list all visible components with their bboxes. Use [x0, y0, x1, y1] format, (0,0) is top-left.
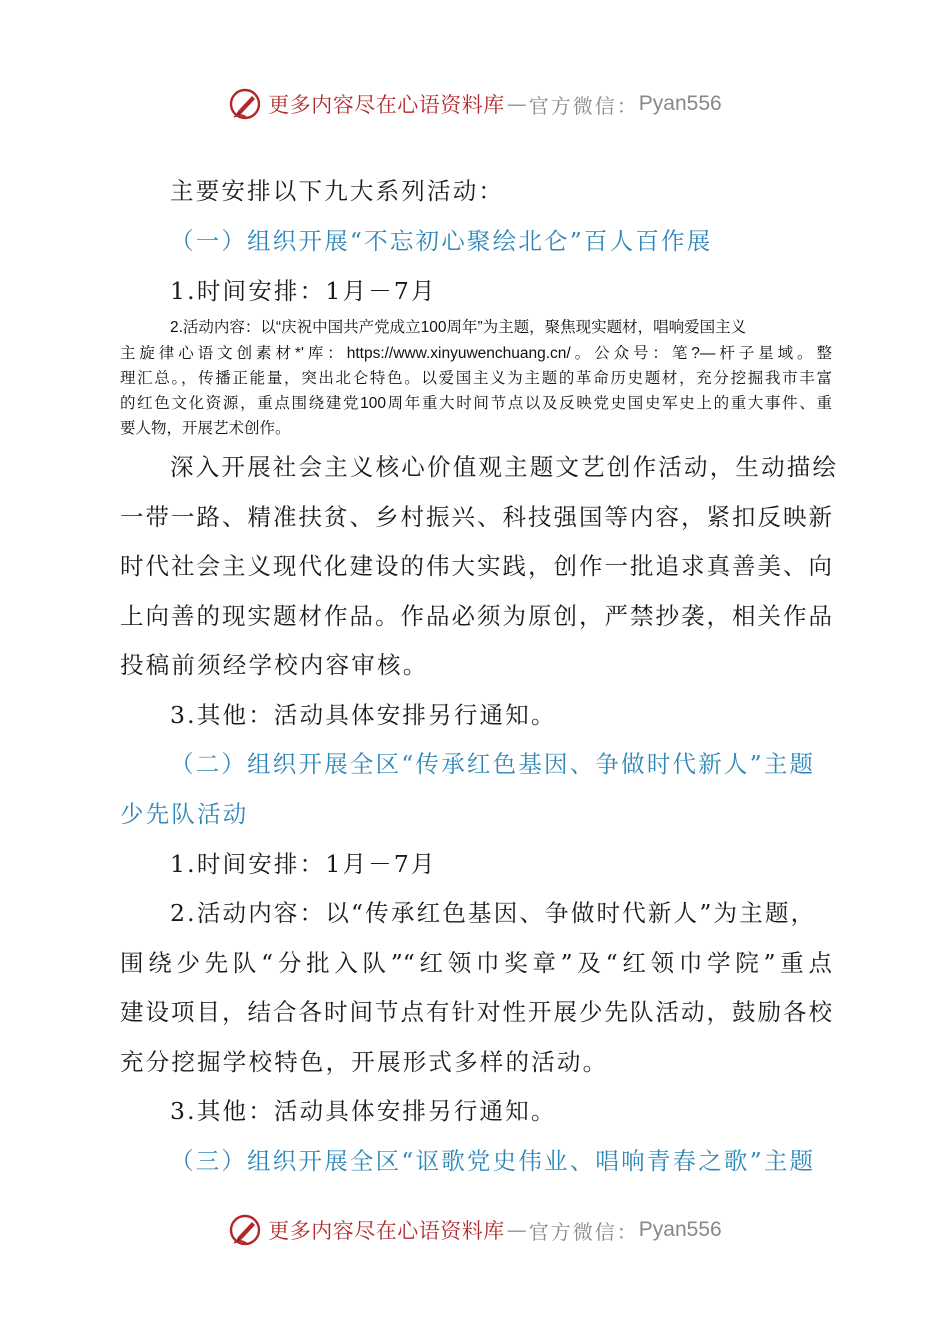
section-1-body-line: 一带一路、精准扶贫、乡村振兴、科技强国等内容，紧扣反映新 — [120, 503, 832, 531]
brand-name: 更多内容尽在心语资料库 — [268, 93, 505, 117]
footer-watermark-banner — [0, 1210, 950, 1250]
section-2-time: 1.时间安排：1月－7月 — [170, 850, 437, 878]
wechat-label: 官方微信： — [528, 1219, 639, 1244]
intro-line: 主要安排以下九大系列活动： — [170, 177, 505, 205]
banner-separator: — — [506, 1218, 527, 1242]
section-1-body-line: 时代社会主义现代化建设的伟大实践，创作一批追求真善美、向 — [120, 552, 832, 580]
section-1-time: 1.时间安排：1月－7月 — [170, 277, 437, 305]
section-1-body-line: 上向善的现实题材作品。作品必须为原创，严禁抄袭，相关作品 — [120, 602, 832, 630]
section-2-other: 3.其他：活动具体安排另行通知。 — [170, 1097, 557, 1125]
section-1-body-line: 深入开展社会主义核心价值观主题文艺创作活动，生动描绘 — [170, 453, 839, 481]
section-1-body-line: 投稿前须经学校内容审核。 — [120, 651, 429, 679]
brand-name: 更多内容尽在心语资料库 — [268, 1219, 505, 1243]
section-1-detail-line: 的红色文化资源，重点围绕建党100周年重大时间节点以及反映党史国史军史上的重大事件、重 — [120, 395, 832, 412]
section-1-detail-line: 主旋律心语文创素材*'库：https://www.xinyuwenchuang.cn/。公众号：笔?—杆子星域。整 — [120, 345, 832, 362]
section-1-other: 3.其他：活动具体安排另行通知。 — [170, 701, 557, 729]
section-1-detail-line: 要人物，开展艺术创作。 — [120, 420, 291, 437]
header-watermark-banner — [0, 84, 950, 124]
section-2-content-line: 2.活动内容：以“传承红色基因、争做时代新人”为主题， — [170, 899, 817, 927]
banner-separator: — — [506, 92, 527, 116]
section-1-heading: （一）组织开展“不忘初心聚绘北仑”百人百作展 — [170, 227, 713, 255]
pen-logo-icon — [228, 87, 262, 121]
wechat-id: Pyan556 — [638, 92, 722, 115]
section-1-detail-line: 2.活动内容：以“庆祝中国共产党成立100周年”为主题，聚焦现实题材，唱响爱国主义 — [170, 319, 747, 336]
pen-logo-icon — [228, 1213, 262, 1247]
wechat-id: Pyan556 — [638, 1218, 722, 1241]
section-3-heading: （三）组织开展全区“讴歌党史伟业、唱响青春之歌”主题 — [170, 1147, 816, 1175]
wechat-label: 官方微信： — [528, 93, 639, 118]
section-2-content-line: 充分挖掘学校特色，开展形式多样的活动。 — [120, 1048, 609, 1076]
section-2-heading-cont: 少先队活动 — [120, 800, 249, 828]
section-1-detail-line: 理汇总。，传播正能量，突出北仑特色。以爱国主义为主题的革命历史题材，充分挖掘我市丰富 — [120, 370, 832, 387]
section-2-heading: （二）组织开展全区“传承红色基因、争做时代新人”主题 — [170, 750, 816, 778]
section-2-content-line: 建设项目，结合各时间节点有针对性开展少先队活动，鼓励各校 — [120, 998, 832, 1026]
section-2-content-line: 围绕少先队“分批入队”“红领巾奖章”及“红领巾学院”重点 — [120, 949, 832, 977]
